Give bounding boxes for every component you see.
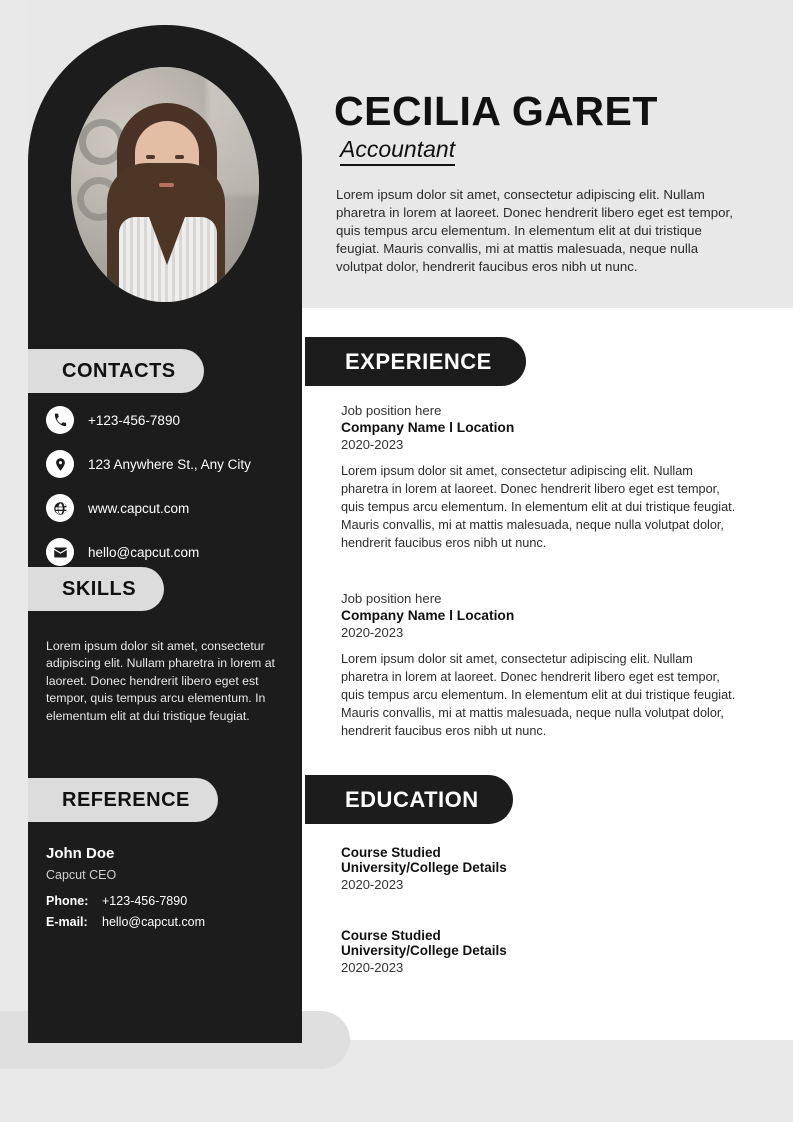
education-institution: University/College Details [341,943,507,958]
section-header-education-label: EDUCATION [345,786,479,812]
job-position: Job position here [341,403,442,418]
list-item[interactable] [46,538,296,566]
job-role: Accountant [340,136,456,162]
education-dates: 2020-2023 [341,960,404,975]
section-header-contacts-label: CONTACTS [62,359,176,382]
section-header-contacts [28,349,204,393]
envelope-icon [46,538,74,566]
list-item[interactable] [46,450,296,478]
job-position: Job position here [341,591,442,606]
left-margin-band [0,0,28,1122]
job-dates: 2020-2023 [341,625,404,640]
reference-phone-value: +123-456-7890 [102,894,188,908]
avatar-person-eye [146,155,155,159]
contact-list [46,406,296,582]
job-dates: 2020-2023 [341,437,404,452]
reference-phone-label: Phone: [46,894,89,908]
avatar-person-mouth [159,183,174,187]
reference-title: Capcut CEO [46,868,117,882]
reference-name: John Doe [46,845,115,862]
list-item[interactable] [46,406,296,434]
contact-phone: +123-456-7890 [88,412,180,428]
contact-website: www.capcut.com [88,500,190,516]
experience-item [341,403,741,552]
contact-email: hello@capcut.com [88,544,200,560]
section-header-experience-label: EXPERIENCE [345,348,492,374]
section-header-reference [28,778,218,822]
education-institution: University/College Details [341,860,507,875]
page-title: CECILIA GARET [334,88,658,134]
experience-item [341,591,741,740]
skills-body: Lorem ipsum dolor sit amet, consectetur adipiscing elit. Nullam pharetra in lorem at laoreet. Donec hendrerit libero eget est tempor, quis tempus arcu elementum. In elementum elit at dui tristique feugiat. [46,639,275,723]
education-item [341,845,741,892]
globe-icon [46,494,74,522]
role-underline [340,136,455,166]
job-company: Company Name l Location [341,608,515,623]
reference-email-label: E-mail: [46,915,88,929]
job-description: Lorem ipsum dolor sit amet, consectetur adipiscing elit. Nullam pharetra in lorem at laoreet. Donec hendrerit libero eget est tempor, quis tempus arcu elementum. In elementum elit at dui tristique feugiat. Mauris convallis, mi at mattis malesuada, neque nulla volutpat dolor, hendrerit faucibus eros nibh ut nunc. [341,464,736,551]
reference-email-row [46,915,205,929]
job-company: Company Name l Location [341,420,515,435]
avatar-person-eye [175,155,184,159]
location-pin-icon [46,450,74,478]
education-dates: 2020-2023 [341,877,404,892]
section-header-skills-label: SKILLS [62,577,137,600]
education-item [341,928,741,975]
list-item[interactable] [46,494,296,522]
reference-email-value: hello@capcut.com [102,915,206,929]
section-header-education [305,775,513,824]
education-course: Course Studied [341,845,441,860]
job-description: Lorem ipsum dolor sit amet, consectetur adipiscing elit. Nullam pharetra in lorem at laoreet. Donec hendrerit libero eget est tempor, quis tempus arcu elementum. In elementum elit at dui tristique feugiat. Mauris convallis, mi at mattis malesuada, neque nulla volutpat dolor, hendrerit faucibus eros nibh ut nunc. [341,652,736,739]
phone-icon [46,406,74,434]
contact-address: 123 Anywhere St., Any City [88,456,251,472]
section-header-skills [28,567,164,611]
education-course: Course Studied [341,928,441,943]
reference-phone-row [46,894,187,908]
avatar [71,67,259,302]
profile-summary: Lorem ipsum dolor sit amet, consectetur adipiscing elit. Nullam pharetra in lorem at laoreet. Donec hendrerit libero eget est tempor, quis tempus arcu elementum. In elementum elit at dui tristique feugiat. Mauris convallis, mi at mattis malesuada, neque nulla volutpat dolor, hendrerit faucibus eros nibh ut nunc. [336,187,733,274]
section-header-reference-label: REFERENCE [62,788,190,811]
section-header-experience [305,337,526,386]
